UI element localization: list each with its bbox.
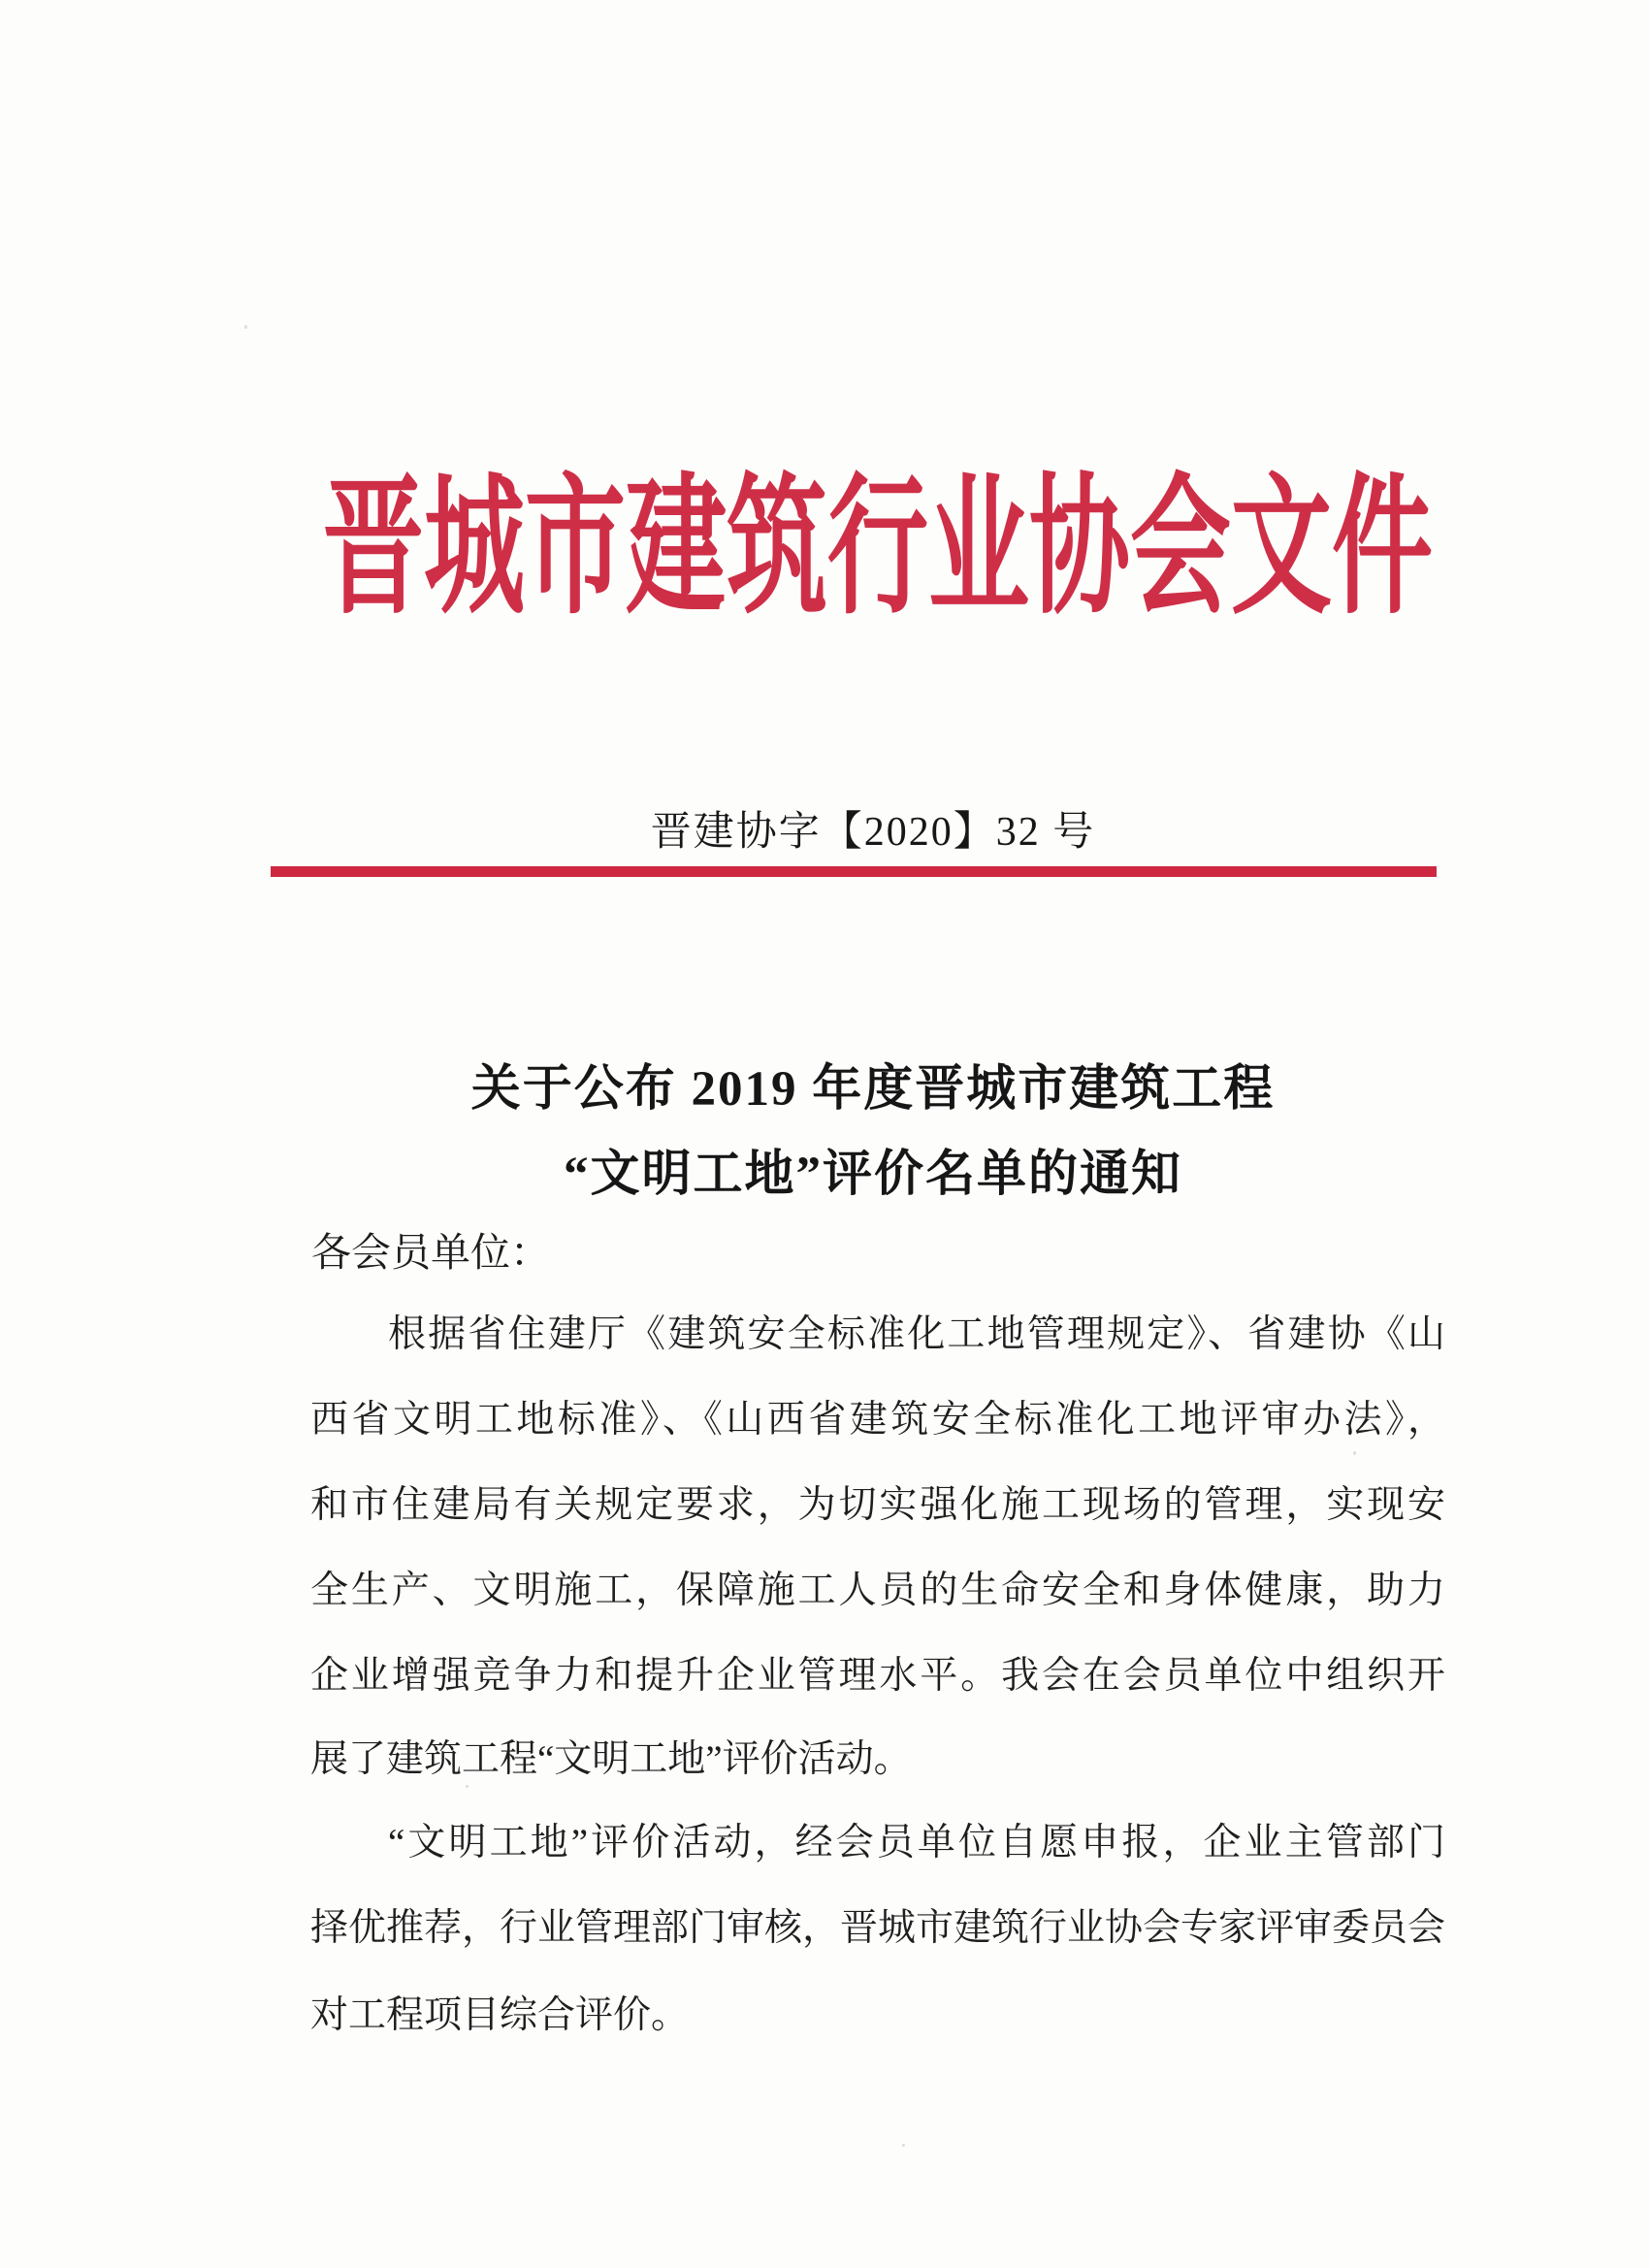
scan-speck [244,325,247,329]
body-line-3: 和市住建局有关规定要求，为切实强化施工现场的管理，实现安 [310,1484,1445,1526]
document-number: 晋建协字【2020】32 号 [650,810,1096,855]
scan-speck [902,2144,905,2147]
body-line-8: 择优推荐，行业管理部门审核，晋城市建筑行业协会专家评审委员会 [310,1907,1446,1949]
salutation: 各会员单位： [311,1230,550,1275]
body-line-4: 全生产、文明施工，保障施工人员的生命安全和身体健康，助力 [310,1570,1445,1611]
notice-title-line1: 关于公布 2019 年度晋城市建筑工程 [470,1062,1276,1117]
scan-speck [689,504,692,507]
body-line-7: “文明工地”评价活动，经会员单位自愿申报，企业主管部门 [388,1822,1445,1863]
body-line-2: 西省文明工地标准》、《山西省建筑安全标准化工地评审办法》， [310,1399,1445,1441]
scan-speck [1353,1451,1356,1455]
body-line-1: 根据省住建厅《建筑安全标准化工地管理规定》、省建协《山 [388,1313,1445,1355]
body-line-9: 对工程项目综合评价。 [310,1994,690,2036]
letterhead-divider-line [271,866,1437,877]
notice-title-line2: “文明工地”评价名单的通知 [563,1148,1182,1202]
letterhead-org-title: 晋城市建筑行业协会文件 [322,465,1433,632]
body-line-5: 企业增强竞争力和提升企业管理水平。我会在会员单位中组织开 [310,1655,1445,1697]
body-line-6: 展了建筑工程“文明工地”评价活动。 [310,1738,912,1780]
scan-speck [466,1785,469,1788]
